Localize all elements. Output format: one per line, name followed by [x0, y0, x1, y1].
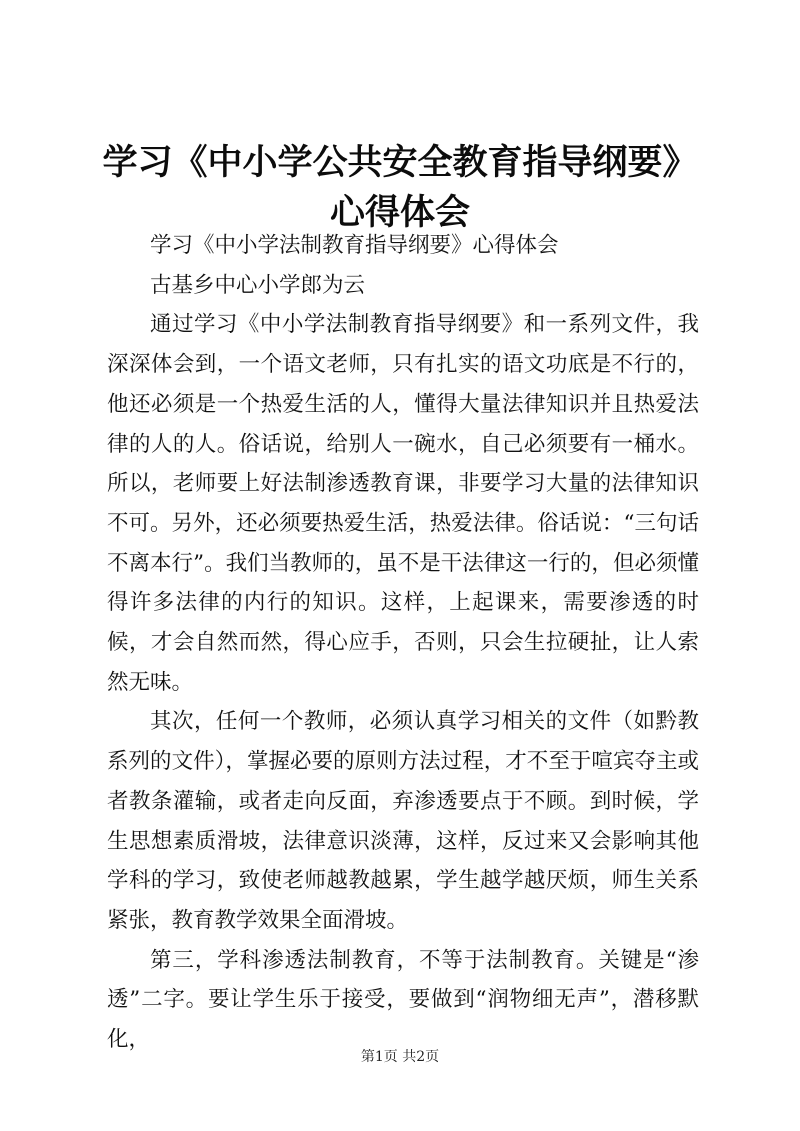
- document-body: [107, 226, 699, 1060]
- page-footer: 第1页 共2页: [360, 1049, 440, 1065]
- body-paragraph-3: 第三，学科渗透法制教育，不等于法制教育。关键是“渗透”二字。要让学生乐于接受，要做到“润物细无声”，潜移默化，: [107, 947, 699, 1053]
- body-paragraph-1: 通过学习《中小学法制教育指导纲要》和一系列文件，我深深体会到，一个语文老师，只有扎实的语文功底是不行的，他还必须是一个热爱生活的人，懂得大量法律知识并且热爱法律的人的人。俗话说，给别人一碗水，自己必须要有一桶水。所以，老师要上好法制渗透教育课，非要学习大量的法律知识不可。另外，还必须要热爱生活，热爱法律。俗话说：“三句话不离本行”。我们当教师的，虽不是干法律这一行的，但必须懂得许多法律的内行的知识。这样，上起课来，需要渗透的时候，才会自然而然，得心应手，否则，只会生拉硬扯，让人索然无味。: [107, 312, 699, 695]
- document-title: 学习《中小学公共安全教育指导纲要》心得体会: [102, 143, 698, 233]
- subtitle-paragraph: 学习《中小学法制教育指导纲要》心得体会: [150, 233, 559, 258]
- body-paragraph-2: 其次，任何一个教师，必须认真学习相关的文件（如黔教系列的文件），掌握必要的原则方法过程，才不至于喧宾夺主或者教条灌输，或者走向反面，弃渗透要点于不顾。到时候，学生思想素质滑坡，法律意识淡薄，这样，反过来又会影响其他学科的学习，致使老师越教越累，学生越学越厌烦，师生关系紧张，教育教学效果全面滑坡。: [107, 709, 699, 933]
- author-paragraph: 古基乡中心小学郎为云: [150, 272, 366, 298]
